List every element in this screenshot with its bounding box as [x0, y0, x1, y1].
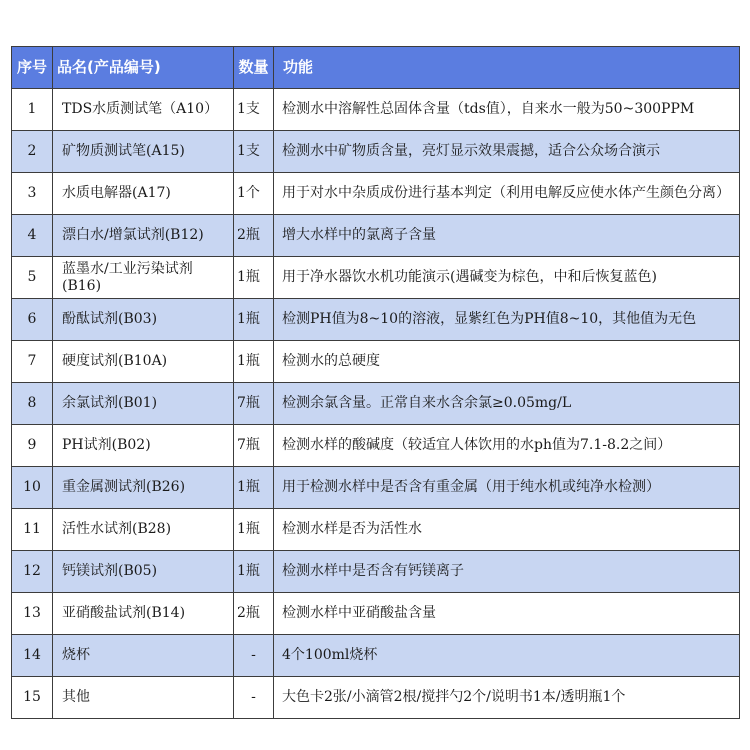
- row-function: 检测水样中是否含有钙镁离子: [274, 551, 740, 593]
- row-index: 7: [12, 341, 53, 383]
- row-index: 11: [12, 509, 53, 551]
- row-function: 用于对水中杂质成份进行基本判定（利用电解反应使水体产生颜色分离）: [274, 173, 740, 215]
- table-row: [12, 635, 740, 677]
- row-index: 9: [12, 425, 53, 467]
- row-quantity: 1瓶: [234, 341, 274, 383]
- row-quantity: 1瓶: [234, 467, 274, 509]
- row-quantity: -: [234, 677, 274, 719]
- row-function: 检测水样中亚硝酸盐含量: [274, 593, 740, 635]
- row-function: 增大水样中的氯离子含量: [274, 215, 740, 257]
- row-product-name: 重金属测试剂(B26): [53, 467, 234, 509]
- row-product-name: 活性水试剂(B28): [53, 509, 234, 551]
- row-function: 大色卡2张/小滴管2根/搅拌勺2个/说明书1本/透明瓶1个: [274, 677, 740, 719]
- row-index: 15: [12, 677, 53, 719]
- row-product-name: 其他: [53, 677, 234, 719]
- row-quantity: 1瓶: [234, 299, 274, 341]
- header-product-name: 品名(产品编号): [53, 47, 234, 89]
- table-row: [12, 467, 740, 509]
- row-quantity: 1瓶: [234, 257, 274, 299]
- row-quantity: 1瓶: [234, 509, 274, 551]
- row-quantity: 1支: [234, 131, 274, 173]
- table-row: [12, 215, 740, 257]
- row-quantity: 7瓶: [234, 383, 274, 425]
- row-product-name: 水质电解器(A17): [53, 173, 234, 215]
- row-function: 4个100ml烧杯: [274, 635, 740, 677]
- row-product-name: 漂白水/增氯试剂(B12): [53, 215, 234, 257]
- row-product-name: 蓝墨水/工业污染试剂(B16): [53, 257, 234, 299]
- table-header-row: [12, 47, 740, 89]
- row-function: 检测水的总硬度: [274, 341, 740, 383]
- row-product-name: 矿物质测试笔(A15): [53, 131, 234, 173]
- row-quantity: 7瓶: [234, 425, 274, 467]
- row-product-name: TDS水质测试笔（A10）: [53, 89, 234, 131]
- row-product-name: 酚酞试剂(B03): [53, 299, 234, 341]
- row-function: 检测水中矿物质含量，亮灯显示效果震撼，适合公众场合演示: [274, 131, 740, 173]
- row-quantity: 1个: [234, 173, 274, 215]
- row-function: 用于检测水样中是否含有重金属（用于纯水机或纯净水检测）: [274, 467, 740, 509]
- row-product-name: 余氯试剂(B01): [53, 383, 234, 425]
- row-index: 2: [12, 131, 53, 173]
- row-index: 5: [12, 257, 53, 299]
- table-row: [12, 551, 740, 593]
- header-function: 功能: [274, 47, 740, 89]
- row-index: 1: [12, 89, 53, 131]
- row-function: 检测PH值为8~10的溶液，显紫红色为PH值8~10，其他值为无色: [274, 299, 740, 341]
- table-row: [12, 677, 740, 719]
- row-function: 检测水样的酸碱度（较适宜人体饮用的水ph值为7.1-8.2之间）: [274, 425, 740, 467]
- table-row: [12, 593, 740, 635]
- row-product-name: 亚硝酸盐试剂(B14): [53, 593, 234, 635]
- table-row: [12, 425, 740, 467]
- row-function: 检测水中溶解性总固体含量（tds值），自来水一般为50~300PPM: [274, 89, 740, 131]
- row-function: 检测余氯含量。正常自来水含余氯≥0.05mg/L: [274, 383, 740, 425]
- row-index: 3: [12, 173, 53, 215]
- row-quantity: -: [234, 635, 274, 677]
- table-row: [12, 173, 740, 215]
- table-row: [12, 383, 740, 425]
- row-index: 4: [12, 215, 53, 257]
- row-function: 用于净水器饮水机功能演示(遇碱变为棕色，中和后恢复蓝色): [274, 257, 740, 299]
- product-table: [11, 46, 740, 719]
- row-product-name: 钙镁试剂(B05): [53, 551, 234, 593]
- table-row: [12, 89, 740, 131]
- row-index: 10: [12, 467, 53, 509]
- row-index: 14: [12, 635, 53, 677]
- product-table-container: [11, 46, 739, 719]
- row-index: 6: [12, 299, 53, 341]
- table-row: [12, 299, 740, 341]
- row-quantity: 1支: [234, 89, 274, 131]
- row-index: 8: [12, 383, 53, 425]
- row-product-name: 烧杯: [53, 635, 234, 677]
- row-index: 13: [12, 593, 53, 635]
- header-index: 序号: [12, 47, 53, 89]
- table-row: [12, 131, 740, 173]
- row-function: 检测水样是否为活性水: [274, 509, 740, 551]
- row-quantity: 2瓶: [234, 215, 274, 257]
- row-index: 12: [12, 551, 53, 593]
- header-quantity: 数量: [234, 47, 274, 89]
- row-product-name: 硬度试剂(B10A): [53, 341, 234, 383]
- table-row: [12, 341, 740, 383]
- row-quantity: 1瓶: [234, 551, 274, 593]
- row-quantity: 2瓶: [234, 593, 274, 635]
- table-row: [12, 509, 740, 551]
- table-row: [12, 257, 740, 299]
- row-product-name: PH试剂(B02): [53, 425, 234, 467]
